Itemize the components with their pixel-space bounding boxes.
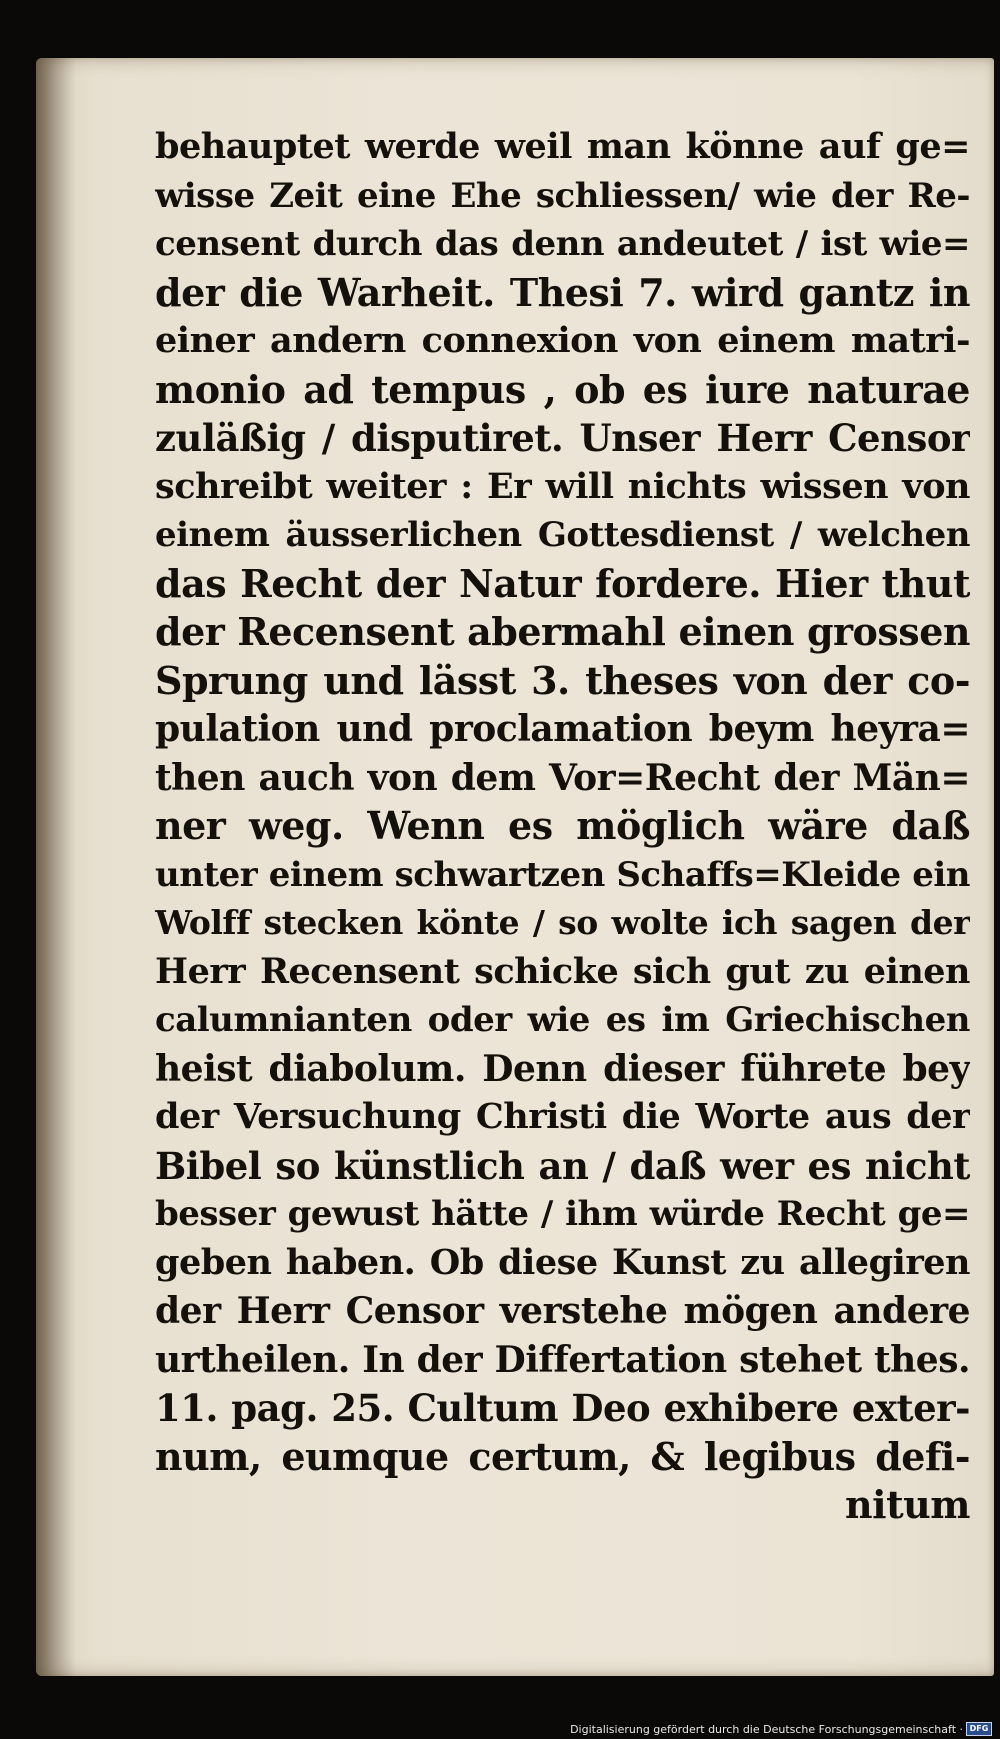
text-line: unter einem schwartzen Schaffs=Kleide ein	[155, 854, 970, 895]
text-line: der die Warheit. Thesi 7. wird gantz in	[155, 269, 970, 315]
text-line: wisse Zeit eine Ehe schliessen/ wie der Re-	[155, 175, 970, 216]
text-line: Bibel so künstlich an / daß wer es nicht	[155, 1143, 970, 1188]
text-line: Sprung und lässt 3. theses von der co-	[155, 657, 970, 703]
text-line: einer andern connexion von einem matri-	[155, 320, 970, 361]
credit-text: Digitalisierung gefördert durch die Deutsche Forschungsgemeinschaft ·	[570, 1722, 963, 1736]
text-line: geben haben. Ob diese Kunst zu allegiren	[155, 1241, 970, 1283]
text-line: pulation und proclamation beym heyra=	[155, 708, 970, 750]
text-line: Herr Recensent schicke sich gut zu einen	[155, 950, 970, 992]
text-line: 11. pag. 25. Cultum Deo exhibere exter-	[155, 1386, 970, 1430]
text-line: zuläßig / disputiret. Unser Herr Censor	[155, 416, 970, 460]
text-line: censent durch das denn andeutet / ist wie=	[155, 224, 970, 264]
digitization-credit	[570, 1722, 992, 1736]
text-line: Wolff stecken könte / so wolte ich sagen der	[155, 903, 970, 942]
text-line: besser gewust hätte / ihm würde Recht ge=	[155, 1194, 970, 1234]
text-line: behauptet werde weil man könne auf ge=	[155, 126, 970, 167]
text-line: heist diabolum. Denn dieser führete bey	[155, 1047, 970, 1090]
text-line: ner weg. Wenn es möglich wäre daß	[155, 803, 970, 848]
text-line: der Versuchung Christi die Worte aus der	[155, 1096, 970, 1137]
text-line: der Herr Censor verstehe mögen andere	[155, 1290, 970, 1332]
book-page	[36, 58, 994, 1676]
catchword: nitum	[845, 1482, 970, 1527]
text-line: das Recht der Natur fordere. Hier thut	[155, 560, 970, 606]
page-text	[155, 123, 970, 1530]
text-line: schreibt weiter : Er will nichts wissen von	[155, 465, 970, 507]
text-line: then auch von dem Vor=Recht der Män=	[155, 756, 970, 799]
text-line: calumnianten oder wie es im Griechischen	[155, 1000, 970, 1040]
text-line: der Recensent abermahl einen grossen	[155, 609, 970, 654]
text-line: urtheilen. In der Differtation stehet thes.	[155, 1338, 970, 1381]
dfg-logo-icon: DFG	[966, 1722, 992, 1736]
text-line: num, eumque certum, & legibus defi-	[155, 1433, 970, 1479]
text-line: monio ad tempus , ob es iure naturae	[155, 366, 970, 412]
text-line: einem äusserlichen Gottesdienst / welchen	[155, 515, 970, 555]
